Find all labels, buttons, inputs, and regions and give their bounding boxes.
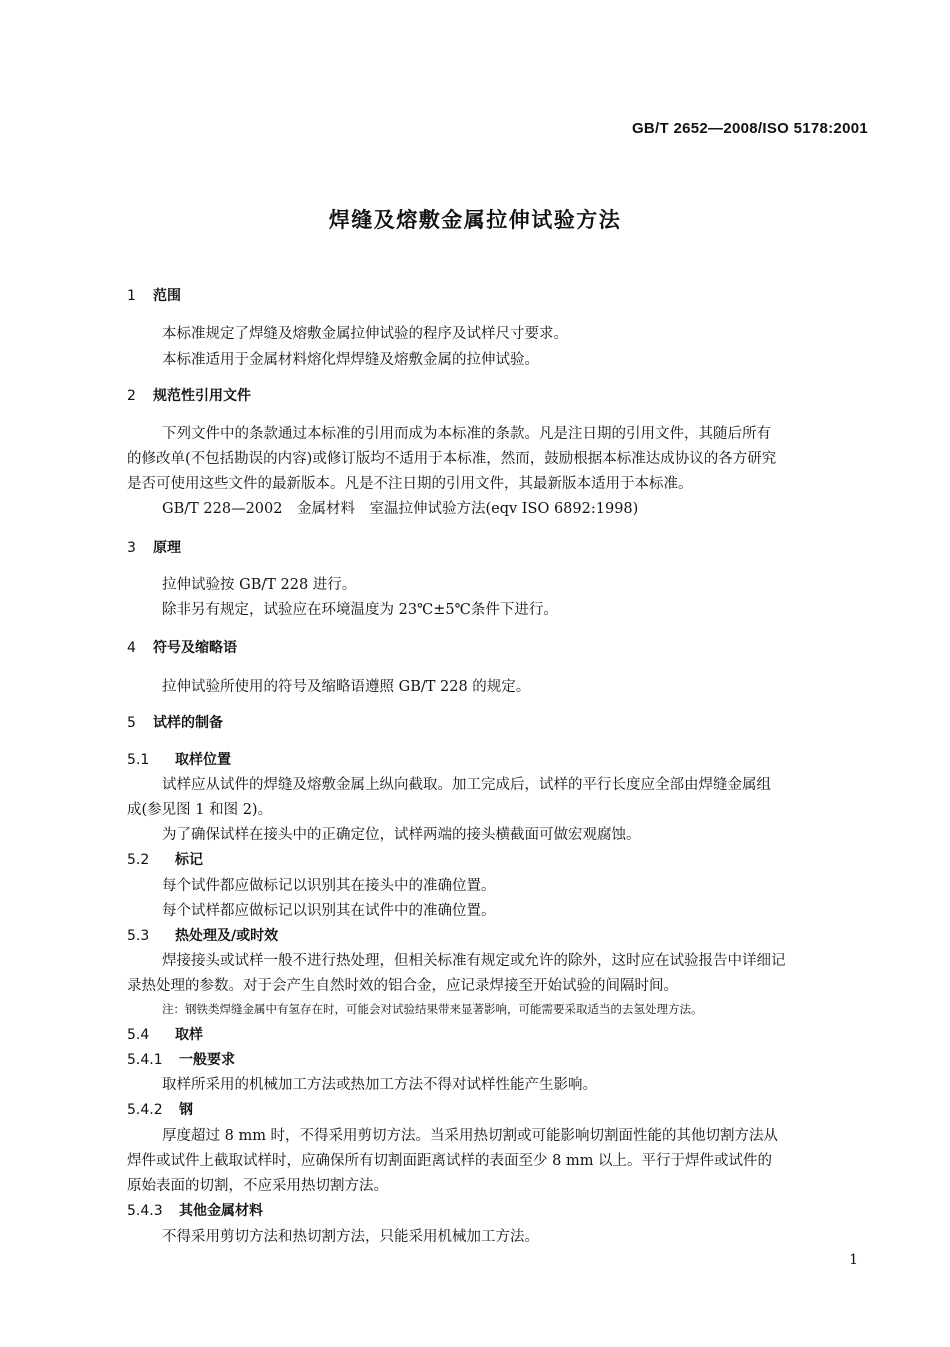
paragraph-line: 下列文件中的条款通过本标准的引用而成为本标准的条款。凡是注日期的引用文件，其随后所有 — [162, 426, 771, 442]
section-number: 5.4 — [127, 1027, 150, 1043]
section-title: 范围 — [153, 288, 181, 304]
paragraph-line: 试样应从试件的焊缝及熔敷金属上纵向截取。加工完成后，试样的平行长度应全部由焊缝金属组 — [162, 777, 771, 793]
paragraph: 每个试件都应做标记以识别其在接头中的准确位置。 — [162, 878, 496, 894]
section-4-heading — [127, 637, 237, 657]
section-title: 取样 — [175, 1027, 203, 1043]
paragraph-line: 是否可使用这些文件的最新版本。凡是不注日期的引用文件，其最新版本适用于本标准。 — [127, 476, 693, 492]
paragraph-line: 原始表面的切割，不应采用热切割方法。 — [127, 1178, 388, 1194]
section-number: 5.4.1 — [127, 1052, 163, 1068]
paragraph-line: 成(参见图 1 和图 2)。 — [127, 802, 273, 818]
paragraph-line: 的修改单(不包括勘误的内容)或修订版均不适用于本标准，然而，鼓励根据本标准达成协议的各方研究 — [127, 451, 777, 467]
section-1-heading — [127, 285, 181, 305]
section-5-2-heading — [127, 849, 203, 869]
paragraph: 不得采用剪切方法和热切割方法，只能采用机械加工方法。 — [162, 1229, 539, 1245]
section-5-4-2-heading — [127, 1099, 193, 1119]
normative-reference: GB/T 228—2002 金属材料 室温拉伸试验方法(eqv ISO 6892:1998) — [162, 501, 639, 517]
note: 注：钢铁类焊缝金属中有氢存在时，可能会对试验结果带来显著影响，可能需要采取适当的去氢处理方法。 — [162, 1002, 703, 1016]
paragraph-line: 厚度超过 8 mm 时，不得采用剪切方法。当采用热切割或可能影响切割面性能的其他切割方法从 — [162, 1128, 779, 1144]
section-number: 4 — [127, 640, 136, 656]
paragraph: 本标准规定了焊缝及熔敷金属拉伸试验的程序及试样尺寸要求。 — [162, 326, 568, 342]
section-title: 一般要求 — [179, 1052, 235, 1068]
section-number: 5.2 — [127, 852, 150, 868]
section-5-1-heading — [127, 749, 231, 769]
section-number: 5.4.2 — [127, 1102, 163, 1118]
section-title: 其他金属材料 — [179, 1203, 263, 1219]
paragraph: 每个试样都应做标记以识别其在试件中的准确位置。 — [162, 903, 496, 919]
section-title: 原理 — [153, 540, 181, 556]
paragraph-line: 录热处理的参数。对于会产生自然时效的铝合金，应记录焊接至开始试验的间隔时间。 — [127, 978, 678, 994]
paragraph: 除非另有规定，试验应在环境温度为 23℃±5℃条件下进行。 — [162, 602, 558, 618]
section-title: 钢 — [179, 1102, 193, 1118]
standard-code: GB/T 2652—2008/ISO 5178:2001 — [631, 120, 868, 137]
section-number: 1 — [127, 288, 136, 304]
section-title: 规范性引用文件 — [153, 388, 251, 404]
paragraph-line: 焊件或试件上截取试样时，应确保所有切割面距离试样的表面至少 8 mm 以上。平行于焊件或试件的 — [127, 1153, 773, 1169]
section-number: 5 — [127, 715, 136, 731]
paragraph-line: 焊接接头或试样一般不进行热处理，但相关标准有规定或允许的除外，这时应在试验报告中详细记 — [162, 953, 786, 969]
section-number: 2 — [127, 388, 136, 404]
section-5-3-heading — [127, 925, 278, 945]
paragraph: 取样所采用的机械加工方法或热加工方法不得对试样性能产生影响。 — [162, 1077, 597, 1093]
document-title: 焊缝及熔敷金属拉伸试验方法 — [328, 208, 622, 232]
page-number: 1 — [849, 1252, 858, 1268]
section-5-heading — [127, 712, 223, 732]
section-number: 5.3 — [127, 928, 150, 944]
section-title: 符号及缩略语 — [153, 640, 237, 656]
paragraph: 为了确保试样在接头中的正确定位，试样两端的接头横截面可做宏观腐蚀。 — [162, 827, 641, 843]
section-5-4-3-heading — [127, 1200, 263, 1220]
section-3-heading — [127, 537, 181, 557]
section-title: 标记 — [175, 852, 203, 868]
section-number: 5.1 — [127, 752, 150, 768]
section-2-heading — [127, 385, 251, 405]
paragraph: 拉伸试验所使用的符号及缩略语遵照 GB/T 228 的规定。 — [162, 679, 531, 695]
paragraph: 本标准适用于金属材料熔化焊焊缝及熔敷金属的拉伸试验。 — [162, 352, 539, 368]
section-title: 取样位置 — [175, 752, 231, 768]
section-title: 热处理及/或时效 — [175, 928, 279, 944]
section-5-4-heading — [127, 1024, 203, 1044]
section-title: 试样的制备 — [153, 715, 223, 731]
section-number: 5.4.3 — [127, 1203, 163, 1219]
section-5-4-1-heading — [127, 1049, 235, 1069]
section-number: 3 — [127, 540, 136, 556]
paragraph: 拉伸试验按 GB/T 228 进行。 — [162, 577, 357, 593]
